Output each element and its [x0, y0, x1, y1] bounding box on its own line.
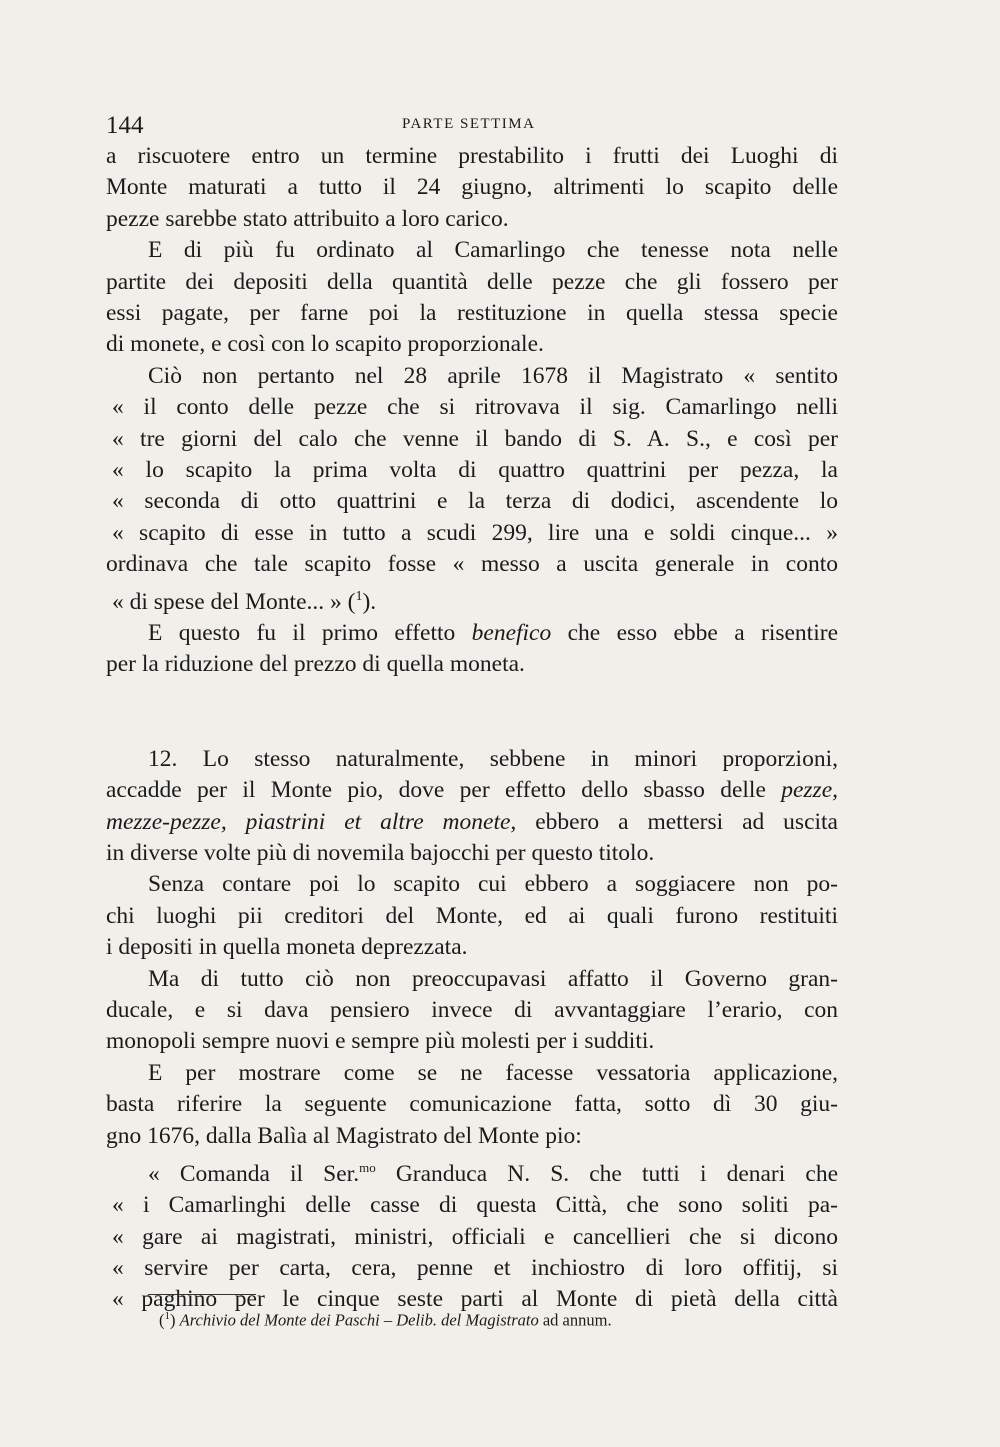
text-line: « tre giorni del calo che venne il bando di S. A. S., e così per [112, 425, 838, 452]
text-fragment: Granduca N. S. che tutti i denari che [375, 1160, 838, 1187]
text-fragment: « di spese del Monte... » ( [112, 588, 356, 615]
text-line: a riscuotere entro un termine prestabilito i frutti dei Luoghi di [106, 143, 838, 169]
text-line: « servire per carta, cera, penne et inchiostro di loro offitij, si [112, 1255, 838, 1282]
text-line: basta riferire la seguente comunicazione fatta, sotto dì 30 giu- [106, 1091, 838, 1118]
text-fragment: accadde per il Monte pio, dove per effetto dello sbasso delle [106, 777, 782, 804]
text-line: « scapito di esse in tutto a scudi 299, lire una e soldi cinque... » [112, 519, 838, 546]
text-line [106, 807, 838, 838]
text-line: « i Camarlinghi delle casse di questa Città, che sono soliti pa- [112, 1192, 838, 1219]
text-line: di monete, e così con lo scapito proporzionale. [106, 331, 544, 358]
text-line: « gare ai magistrati, ministri, officiali e cancellieri che si dicono [112, 1223, 838, 1250]
text-line: ducale, e si dava pensiero invece di avvantaggiare l’erario, con [106, 996, 838, 1023]
paragraph [106, 361, 838, 618]
text-line: chi luoghi pii creditori del Monte, ed ai quali furono restituiti [106, 902, 838, 929]
text-line: E per mostrare come se ne facesse vessatoria applicazione, [148, 1059, 838, 1086]
text-line: Ma di tutto ciò non preoccupavasi affatto il Governo gran- [148, 965, 838, 992]
text-line: E di più fu ordinato al Camarlingo che tenesse nota nelle [148, 237, 838, 264]
text-line: monopoli sempre nuovi e sempre più molesti per i sudditi. [106, 1028, 655, 1055]
text-fragment: E questo fu il primo effetto [148, 619, 472, 646]
paragraph [106, 1058, 838, 1152]
italic-text: pezze, [781, 777, 838, 804]
text-line: Monte maturati a tutto il 24 giugno, altrimenti lo scapito delle [106, 174, 838, 201]
footnote-reference: 1 [355, 588, 363, 604]
italic-text: mezze-pezze, piastrini et altre monete, [106, 808, 517, 835]
footnote-marker: 1 [164, 1310, 170, 1322]
text-fragment: ). [362, 588, 377, 615]
text-line: « il conto delle pezze che si ritrovava il sig. Camarlingo nelli [112, 394, 838, 421]
text-line: essi pagate, per farne poi la restituzione in quella stessa specie [106, 300, 838, 327]
text-fragment: che esso ebbe a risentire [551, 619, 838, 646]
block-quote [106, 1152, 838, 1316]
paragraph [106, 618, 838, 681]
text-fragment: ebbero a mettersi ad uscita [516, 808, 838, 835]
superscript: mo [359, 1160, 376, 1176]
text-line: Ciò non pertanto nel 28 aprile 1678 il Magistrato « sentito [148, 362, 838, 389]
text-line [106, 581, 838, 618]
text-fragment: « Comanda il Ser. [148, 1160, 360, 1187]
paragraph [106, 869, 838, 963]
text-line: « lo scapito la prima volta di quattro quattrini per pezza, la [112, 457, 838, 484]
text-line [106, 775, 838, 806]
italic-text: benefico [471, 619, 552, 646]
text-line: Senza contare poi lo scapito cui ebbero a soggiacere non po- [148, 871, 838, 898]
paragraph [106, 964, 838, 1058]
text-line: ordinava che tale scapito fosse « messo a uscita generale in conto [106, 551, 838, 578]
text-line: per la riduzione del prezzo di quella moneta. [106, 651, 525, 678]
paragraph [106, 235, 838, 361]
footnote-source: Archivio del Monte dei Paschi – Delib. del Magistrato [179, 1310, 539, 1330]
text-line: « paghino per le cinque seste parti al Monte di pietà della città [112, 1286, 838, 1313]
footnote: ($^1$) Archivio del Monte dei Paschi – Delib. del Magistrato ad annum. [159, 1310, 612, 1330]
text-line: gno 1676, dalla Balìa al Magistrato del Monte pio: [106, 1122, 582, 1149]
text-line: 12. Lo stesso naturalmente, sebbene in minori proporzioni, [148, 745, 838, 772]
section-gap [106, 681, 838, 744]
text-line [106, 1152, 838, 1190]
text-line: pezze sarebbe stato attribuito a loro carico. [106, 205, 509, 232]
running-head: PARTE SETTIMA [402, 116, 536, 132]
footnote-divider [148, 1294, 256, 1295]
page-header [106, 112, 840, 142]
text-line: in diverse volte più di novemila bajocchi per questo titolo. [106, 839, 655, 866]
paragraph [106, 141, 838, 235]
section-12 [106, 744, 838, 870]
text-line: partite dei depositi della quantità delle pezze che gli fossero per [106, 268, 838, 295]
page-number: 144 [106, 112, 144, 139]
text-line [106, 618, 838, 649]
text-line: « seconda di otto quattrini e la terza di dodici, ascendente lo [112, 488, 838, 515]
text-line: i depositi in quella moneta deprezzata. [106, 934, 468, 961]
footnote-text: ad annum. [538, 1310, 612, 1330]
body-text [106, 141, 838, 1316]
